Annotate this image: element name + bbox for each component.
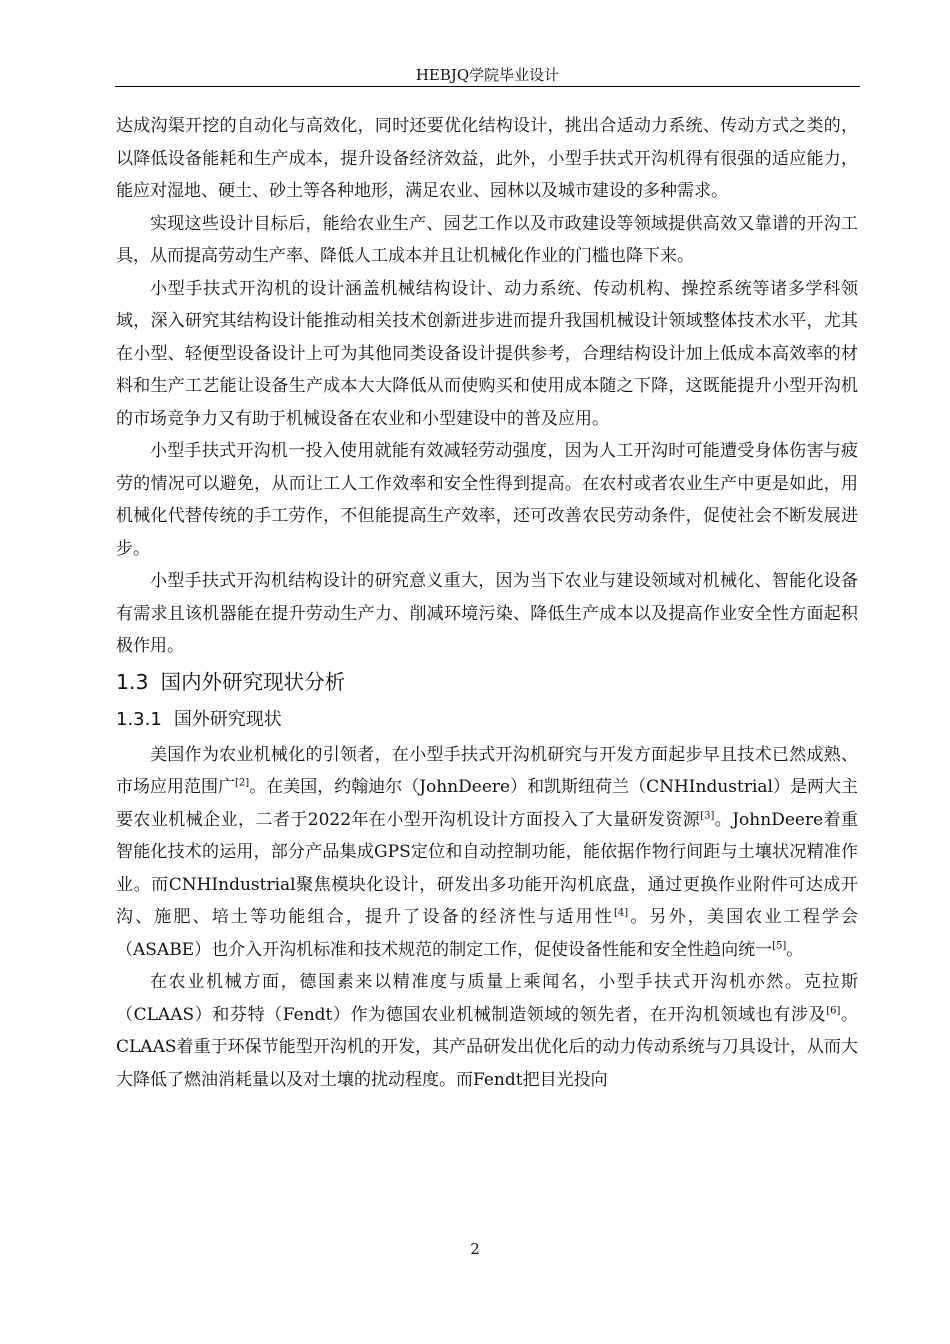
paragraph: 小型手扶式开沟机的设计涵盖机械结构设计、动力系统、传动机构、操控系统等诸多学科领域，深入研究其结构设计能推动相关技术创新进步进而提升我国机械设计领域整体技术水平，尤其在小型、轻便型设备设计上可为其他同类设备设计提供参考，合理结构设计加上低成本高效率的材料和生产工艺能让设备生产成本大大降低从而使购买和使用成本随之下降，这既能提升小型开沟机的市场竞争力又有助于机械设备在农业和小型建设中的普及应用。 bbox=[116, 278, 858, 429]
citation: [4] bbox=[614, 907, 629, 919]
subsection-heading bbox=[116, 704, 858, 736]
paragraph: 达成沟渠开挖的自动化与高效化，同时还要优化结构设计，挑出合适动力系统、传动方式之类的，以降低设备能耗和生产成本，提升设备经济效益，此外，小型手扶式开沟机得有很强的适应能力，能应对湿地、硬土、砂土等各种地形，满足农业、园林以及城市建设的多种需求。 bbox=[116, 116, 858, 201]
text-run: 。 bbox=[786, 939, 804, 960]
section-heading bbox=[116, 666, 858, 698]
paragraph-de-research bbox=[116, 966, 858, 1096]
text-run: 。在美国，约翰迪尔（JohnDeere）和凯斯纽荷兰（CNHIndustrial）是两大主要农业机械企业，二者于2022年在小型开沟机设计方面投入了大量研发资源 bbox=[116, 777, 859, 830]
subsection-title: 国外研究现状 bbox=[173, 708, 282, 730]
text-run: 在农业机械方面，德国素来以精准度与质量上乘闻名，小型手扶式开沟机亦然。克拉斯（CLAAS）和芬特（Fendt）作为德国农业机械制造领域的领先者，在开沟机领域也有涉及 bbox=[116, 972, 858, 1025]
section-title: 国内外研究现状分析 bbox=[160, 669, 346, 694]
subsection-number: 1.3.1 bbox=[116, 708, 162, 730]
paragraph: 小型手扶式开沟机一投入使用就能有效减轻劳动强度，因为人工开沟时可能遭受身体伤害与疲劳的情况可以避免，从而让工人工作效率和安全性得到提高。在农村或者农业生产中更是如此，用机械化代替传统的手工劳作，不但能提高生产效率，还可改善农民劳动条件，促使社会不断发展进步。 bbox=[116, 441, 858, 559]
page-body bbox=[116, 110, 858, 1096]
header-rule bbox=[115, 86, 860, 87]
citation: [6] bbox=[826, 1004, 841, 1016]
page-number: 2 bbox=[470, 1240, 480, 1258]
text-run: 。CLAAS着重于环保节能型开沟机的开发，其产品研发出优化后的动力传动系统与刀具设计，从而大大降低了燃油消耗量以及对土壤的扰动程度。而Fendt把目光投向 bbox=[116, 1004, 859, 1090]
section-number: 1.3 bbox=[116, 669, 149, 694]
text-run: 美国作为农业机械化的引领者，在小型手扶式开沟机研究与开发方面起步早且技术已然成熟、市场应用范围广 bbox=[116, 744, 858, 797]
citation: [3] bbox=[700, 809, 715, 821]
text-run: 。另外，美国农业工程学会（ASABE）也介入开沟机标准和技术规范的制定工作，促使设备性能和安全性趋向统一 bbox=[116, 907, 859, 960]
paragraph: 小型手扶式开沟机结构设计的研究意义重大，因为当下农业与建设领域对机械化、智能化设备有需求且该机器能在提升劳动生产力、削减环境污染、降低生产成本以及提高作业安全性方面起积极作用。 bbox=[116, 571, 858, 656]
paragraph-us-research bbox=[116, 739, 858, 967]
text-run: 。JohnDeere着重智能化技术的运用，部分产品集成GPS定位和自动控制功能，能依据作物行间距与土壤状况精准作业。而CNHIndustrial聚焦模块化设计，研发出多功能开沟机底盘，通过更换作业附件可达成开沟、施肥、培土等功能组合，提升了设备的经济性与适用性 bbox=[116, 809, 859, 927]
citation: [5] bbox=[772, 939, 787, 951]
page-header: HEBJQ学院毕业设计 bbox=[415, 66, 560, 84]
paragraph: 实现这些设计目标后，能给农业生产、园艺工作以及市政建设等领域提供高效又靠谱的开沟工具，从而提高劳动生产率、降低人工成本并且让机械化作业的门槛也降下来。 bbox=[116, 213, 858, 266]
citation: [2] bbox=[235, 777, 250, 789]
